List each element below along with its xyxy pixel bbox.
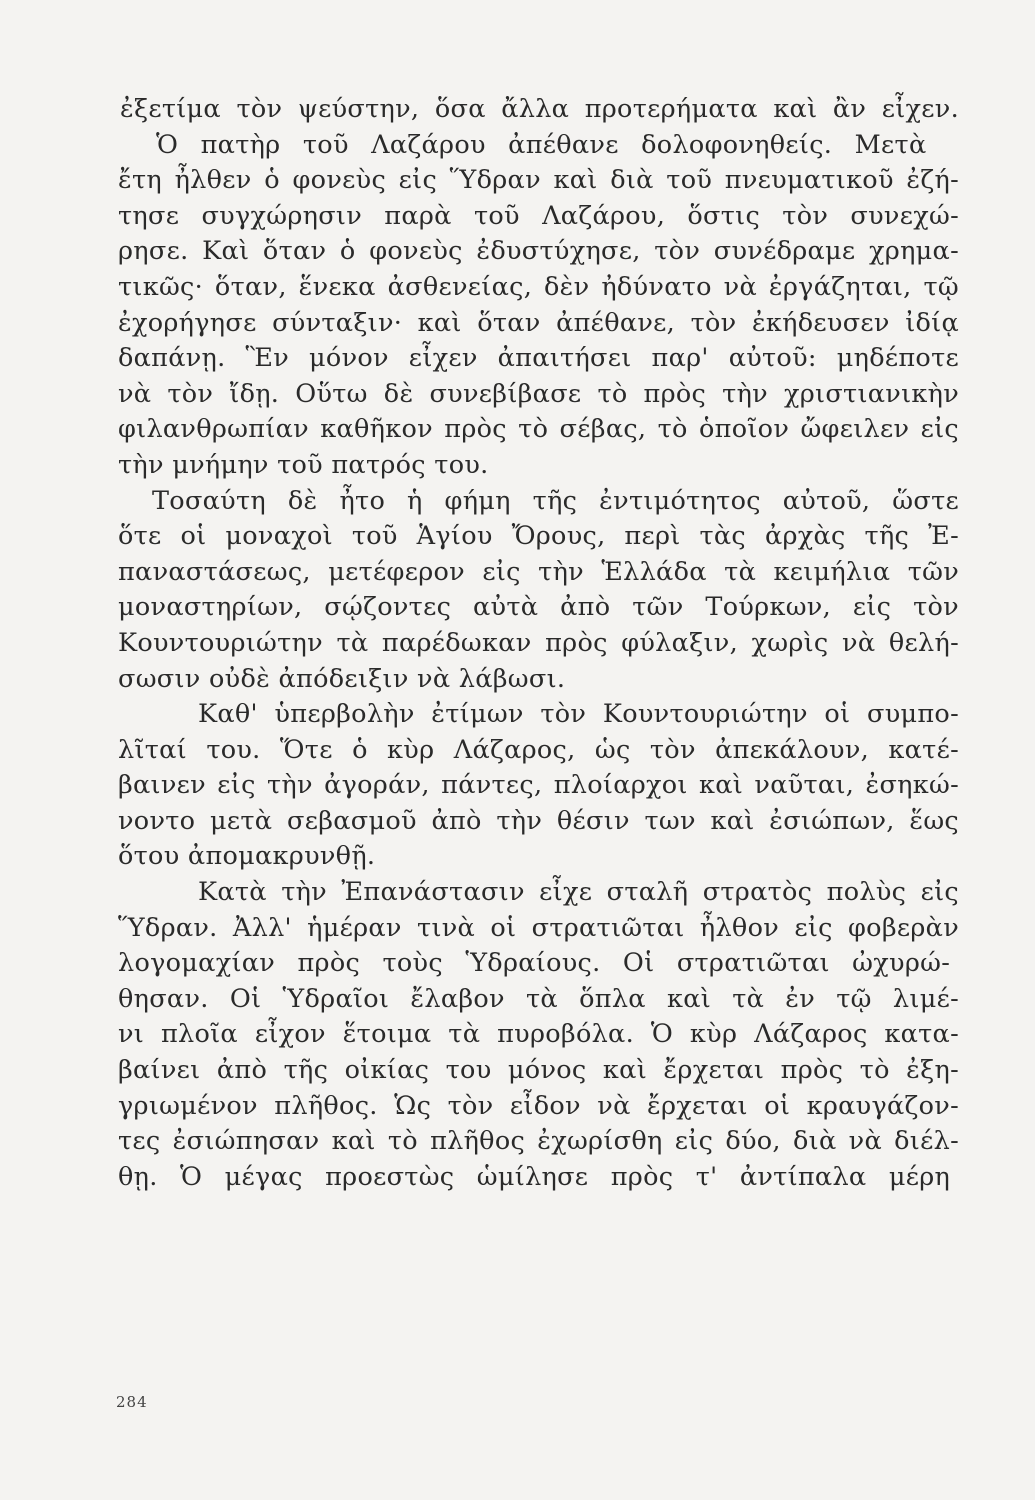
text-line: παναστάσεως, μετέφερον εἰς τὴν Ἑλλάδα τὰ κειμήλια τῶν	[118, 556, 959, 587]
text-line: νι πλοῖα εἶχον ἕτοιμα τὰ πυροβόλα. Ὁ κὺρ Λάζαρος κατα-	[118, 1019, 959, 1050]
text-line: ὅτου ἀπομακρυνθῇ.	[118, 841, 376, 872]
text-line: ἔτη ἦλθεν ὁ φονεὺς εἰς Ὕδραν καὶ διὰ τοῦ πνευματικοῦ ἐζή-	[118, 165, 959, 196]
text-line: θησαν. Οἱ Ὑδραῖοι ἔλαβον τὰ ὅπλα καὶ τὰ ἐν τῷ λιμέ-	[118, 983, 959, 1014]
text-line: νοντο μετὰ σεβασμοῦ ἀπὸ τὴν θέσιν των καὶ ἐσιώπων, ἕως	[118, 805, 959, 836]
text-line: λογομαχίαν πρὸς τοὺς Ὑδραίους. Οἱ στρατιῶται ὠχυρώ-	[118, 948, 951, 979]
text-line: Κουντουριώτην τὰ παρέδωκαν πρὸς φύλαξιν, χωρὶς νὰ θελή-	[118, 627, 959, 658]
text-line: τες ἐσιώπησαν καὶ τὸ πλῆθος ἐχωρίσθη εἰς δύο, διὰ νὰ διέλ-	[118, 1126, 959, 1157]
text-line: τὴν μνήμην τοῦ πατρός του.	[118, 449, 489, 480]
text-line: τικῶς· ὅταν, ἕνεκα ἀσθενείας, δὲν ἠδύνατο νὰ ἐργάζηται, τῷ	[118, 271, 959, 302]
text-line: νὰ τὸν ἴδῃ. Οὕτω δὲ συνεβίβασε τὸ πρὸς τὴν χριστιανικὴν	[118, 378, 959, 409]
text-line: δαπάνῃ. Ἓν μόνον εἶχεν ἀπαιτήσει παρ' αὐτοῦ: μηδέποτε	[118, 343, 959, 374]
text-line: ἐξετίμα τὸν ψεύστην, ὅσα ἄλλα προτερήματα καὶ ἂν εἶχεν.	[120, 94, 959, 124]
text-line: λῖταί του. Ὅτε ὁ κὺρ Λάζαρος, ὡς τὸν ἀπεκάλουν, κατέ-	[118, 734, 959, 765]
text-line: ρησε. Καὶ ὅταν ὁ φονεὺς ἐδυστύχησε, τὸν συνέδραμε χρημα-	[118, 236, 959, 267]
text-line: βαίνει ἀπὸ τῆς οἰκίας του μόνος καὶ ἔρχεται πρὸς τὸ ἐξη-	[118, 1055, 959, 1086]
text-line: σωσιν οὐδὲ ἀπόδειξιν νὰ λάβωσι.	[118, 663, 566, 694]
text-line: βαινεν εἰς τὴν ἀγοράν, πάντες, πλοίαρχοι καὶ ναῦται, ἐσηκώ-	[118, 770, 959, 801]
text-line: Καθ' ὑπερβολὴν ἐτίμων τὸν Κουντουριώτην οἱ συμπο-	[198, 699, 959, 730]
text-line: Ὁ πατὴρ τοῦ Λαζάρου ἀπέθανε δολοφονηθείς. Μετὰ	[156, 129, 927, 160]
text-line: φιλανθρωπίαν καθῆκον πρὸς τὸ σέβας, τὸ ὁποῖον ὤφειλεν εἰς	[118, 414, 959, 445]
text-line: γριωμένον πλῆθος. Ὡς τὸν εἶδον νὰ ἔρχεται οἱ κραυγάζον-	[118, 1090, 959, 1121]
text-line: τησε συγχώρησιν παρὰ τοῦ Λαζάρου, ὅστις τὸν συνεχώ-	[118, 200, 959, 231]
text-line: Κατὰ τὴν Ἐπανάστασιν εἶχε σταλῆ στρατὸς πολὺς εἰς	[198, 877, 959, 908]
text-line: Τοσαύτη δὲ ἦτο ἡ φήμη τῆς ἐντιμότητος αὐτοῦ, ὥστε	[152, 485, 959, 516]
text-line: ἐχορήγησε σύνταξιν· καὶ ὅταν ἀπέθανε, τὸν ἐκήδευσεν ἰδίᾳ	[118, 307, 959, 338]
text-line: μοναστηρίων, σῴζοντες αὐτὰ ἀπὸ τῶν Τούρκων, εἰς τὸν	[118, 592, 959, 623]
body-text	[118, 92, 963, 1195]
text-line: θῃ. Ὁ μέγας προεστὼς ὡμίλησε πρὸς τ' ἀντίπαλα μέρη	[118, 1161, 951, 1192]
text-line: Ὕδραν. Ἀλλ' ἡμέραν τινὰ οἱ στρατιῶται ἦλθον εἰς φοβερὰν	[118, 912, 959, 943]
text-line: ὅτε οἱ μοναχοὶ τοῦ Ἁγίου Ὄρους, περὶ τὰς ἀρχὰς τῆς Ἐ-	[118, 521, 959, 552]
page-number: 284	[116, 1393, 148, 1411]
